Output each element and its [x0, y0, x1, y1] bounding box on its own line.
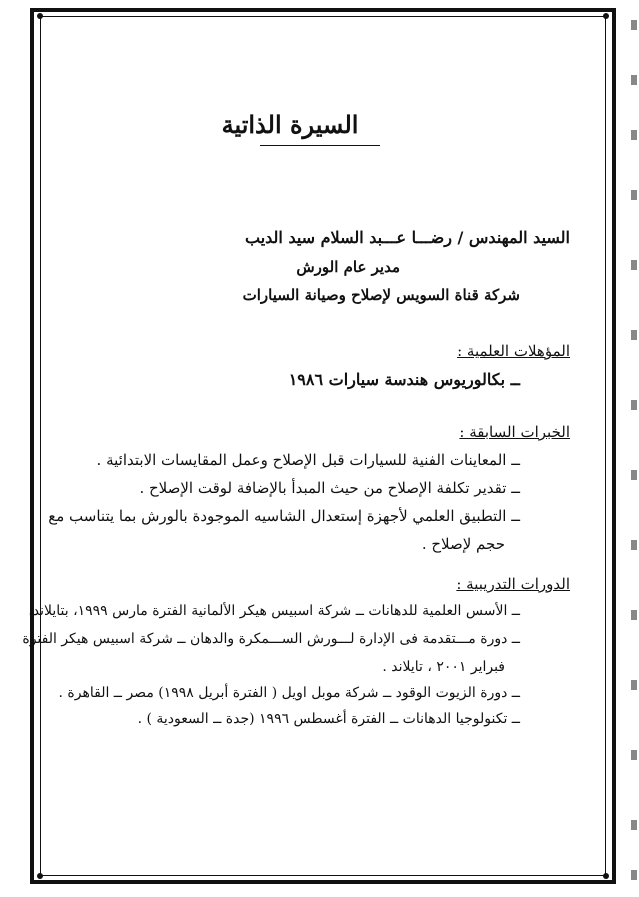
- course-item: ــ الأسس العلمية للدهانات ــ شركة اسبيس هيكر الألمانية الفترة مارس ١٩٩٩، بتايلاند.: [28, 603, 520, 619]
- title-underline: [260, 145, 380, 146]
- experience-item-continued: حجم لإصلاح .: [421, 535, 505, 553]
- cv-content: [22, 0, 570, 897]
- corner-dot-bottom-left: [37, 873, 43, 879]
- courses-heading: الدورات التدريبية :: [456, 575, 570, 593]
- scan-edge-marks: [627, 0, 639, 897]
- name-line: السيد المهندس / رضـــا عـــبد السلام سيد الديب: [244, 228, 570, 247]
- position-line: مدير عام الورش: [296, 258, 400, 276]
- experience-item: ــ تقدير تكلفة الإصلاح من حيث المبدأ بالإضافة لوقت الإصلاح .: [139, 479, 520, 497]
- course-item: ــ دورة الزيوت الوقود ــ شركة موبل اويل ( الفترة أبريل ١٩٩٨) مصر ــ القاهرة .: [58, 685, 520, 701]
- corner-dot-top-left: [37, 13, 43, 19]
- experience-item: ــ المعاينات الفنية للسيارات قبل الإصلاح وعمل المقايسات الابتدائية .: [96, 451, 520, 469]
- company-line: شركة قناة السويس لإصلاح وصيانة السيارات: [242, 286, 520, 304]
- qualifications-heading: المؤهلات العلمية :: [457, 342, 570, 360]
- course-item: ــ تكنولوجيا الدهانات ــ الفترة أغسطس ١٩٩٦ (جدة ــ السعودية ) .: [137, 711, 520, 727]
- experience-heading: الخبرات السابقة :: [459, 423, 570, 441]
- course-item: ــ دورة مـــتقدمة فى الإدارة لـــورش الســـمكرة والدهان ــ شركة اسبيس هيكر الفترة: [22, 631, 520, 647]
- experience-item: ــ التطبيق العلمي لأجهزة إستعدال الشاسيه الموجودة بالورش بما يتناسب مع: [48, 507, 520, 525]
- corner-dot-bottom-right: [603, 873, 609, 879]
- qualification-item: ــ بكالوريوس هندسة سيارات ١٩٨٦: [288, 370, 520, 389]
- corner-dot-top-right: [603, 13, 609, 19]
- course-item-continued: فبراير ٢٠٠١ ، تايلاند .: [382, 659, 505, 675]
- page-title: السيرة الذاتية: [221, 110, 359, 139]
